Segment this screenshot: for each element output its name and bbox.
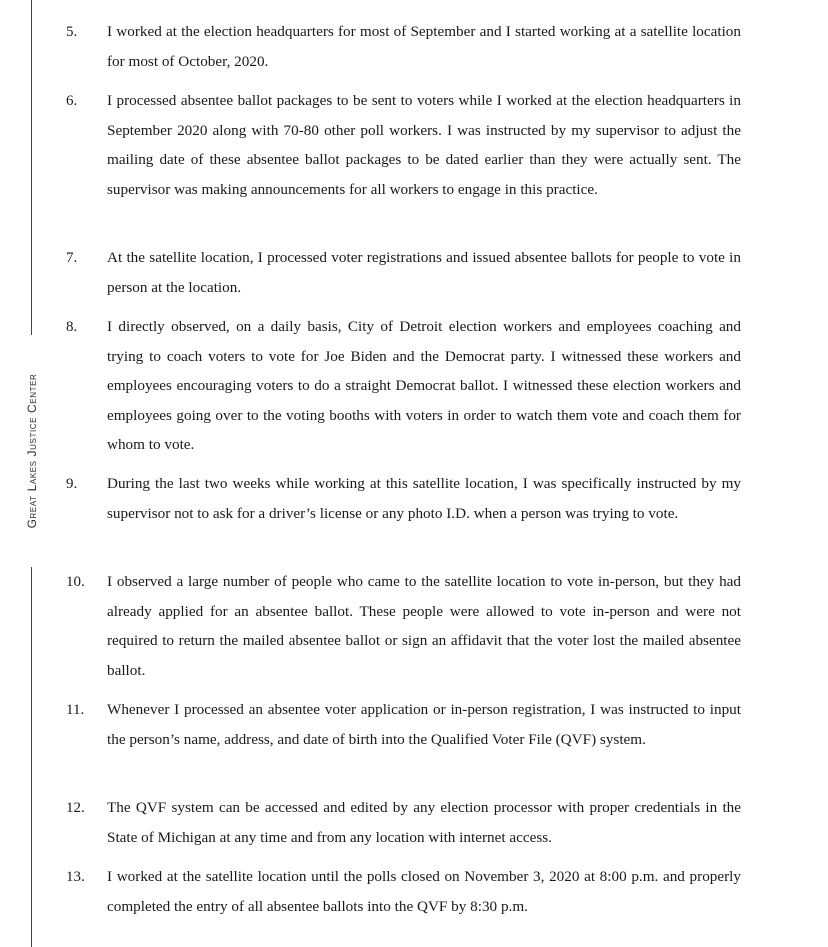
paragraph-text: The QVF system can be accessed and edited by any election processor with proper credentials in the State of Michigan at any time and from any location with internet access.: [107, 799, 741, 846]
sidebar-rule-top: [31, 0, 32, 335]
paragraph-number: 6.: [66, 93, 78, 109]
paragraph-text: I processed absentee ballot packages to be sent to voters while I worked at the election headquarters in September 2020 along with 70-80 other poll workers. I was instructed by my supervisor to adjust the mailing date of these absentee ballot packages to be dated earlier than they were actually sent. The supervisor was making announcements for all workers to engage in this practice.: [107, 92, 741, 198]
paragraph-text: I observed a large number of people who came to the satellite location to vote in-person, but they had already applied for an absentee ballot. These people were allowed to vote in-person and were not required to return the mailed absentee ballot or sign an affidavit that the voter lost the mailed absentee ballot.: [107, 573, 741, 679]
sidebar-rule-bottom: [31, 567, 32, 947]
paragraph-text: During the last two weeks while working at this satellite location, I was specifically instructed by my supervisor not to ask for a driver’s license or any photo I.D. when a person was trying to vote.: [107, 475, 741, 522]
sidebar-org-label: Great Lakes Justice Center: [25, 373, 39, 529]
paragraph-text: At the satellite location, I processed voter registrations and issued absentee ballots for people to vote in person at the location.: [107, 249, 741, 296]
paragraph-text: Whenever I processed an absentee voter application or in-person registration, I was instructed to input the person’s name, address, and date of birth into the Qualified Voter File (QVF) system.: [107, 701, 741, 748]
paragraph-text: I directly observed, on a daily basis, City of Detroit election workers and employees coaching and trying to coach voters to vote for Joe Biden and the Democrat party. I witnessed these workers and employees encouraging voters to do a straight Democrat ballot. I witnessed these election workers and employees going over to the voting booths with voters in order to watch them vote and coach them for whom to vote.: [107, 318, 741, 454]
paragraph-number: 11.: [66, 702, 85, 718]
paragraph-text: I worked at the satellite location until the polls closed on November 3, 2020 at 8:00 p.m. and properly completed the entry of all absentee ballots into the QVF by 8:30 p.m.: [107, 868, 741, 915]
paragraph-number: 7.: [66, 250, 78, 266]
paragraph-number: 8.: [66, 319, 78, 335]
paragraph-number: 5.: [66, 24, 78, 40]
paragraph-number: 9.: [66, 476, 78, 492]
paragraph-number: 13.: [66, 869, 85, 885]
paragraph-number: 12.: [66, 800, 85, 816]
paragraph-number: 10.: [66, 574, 85, 590]
paragraph-text: I worked at the election headquarters for most of September and I started working at a satellite location for most of October, 2020.: [107, 23, 741, 70]
